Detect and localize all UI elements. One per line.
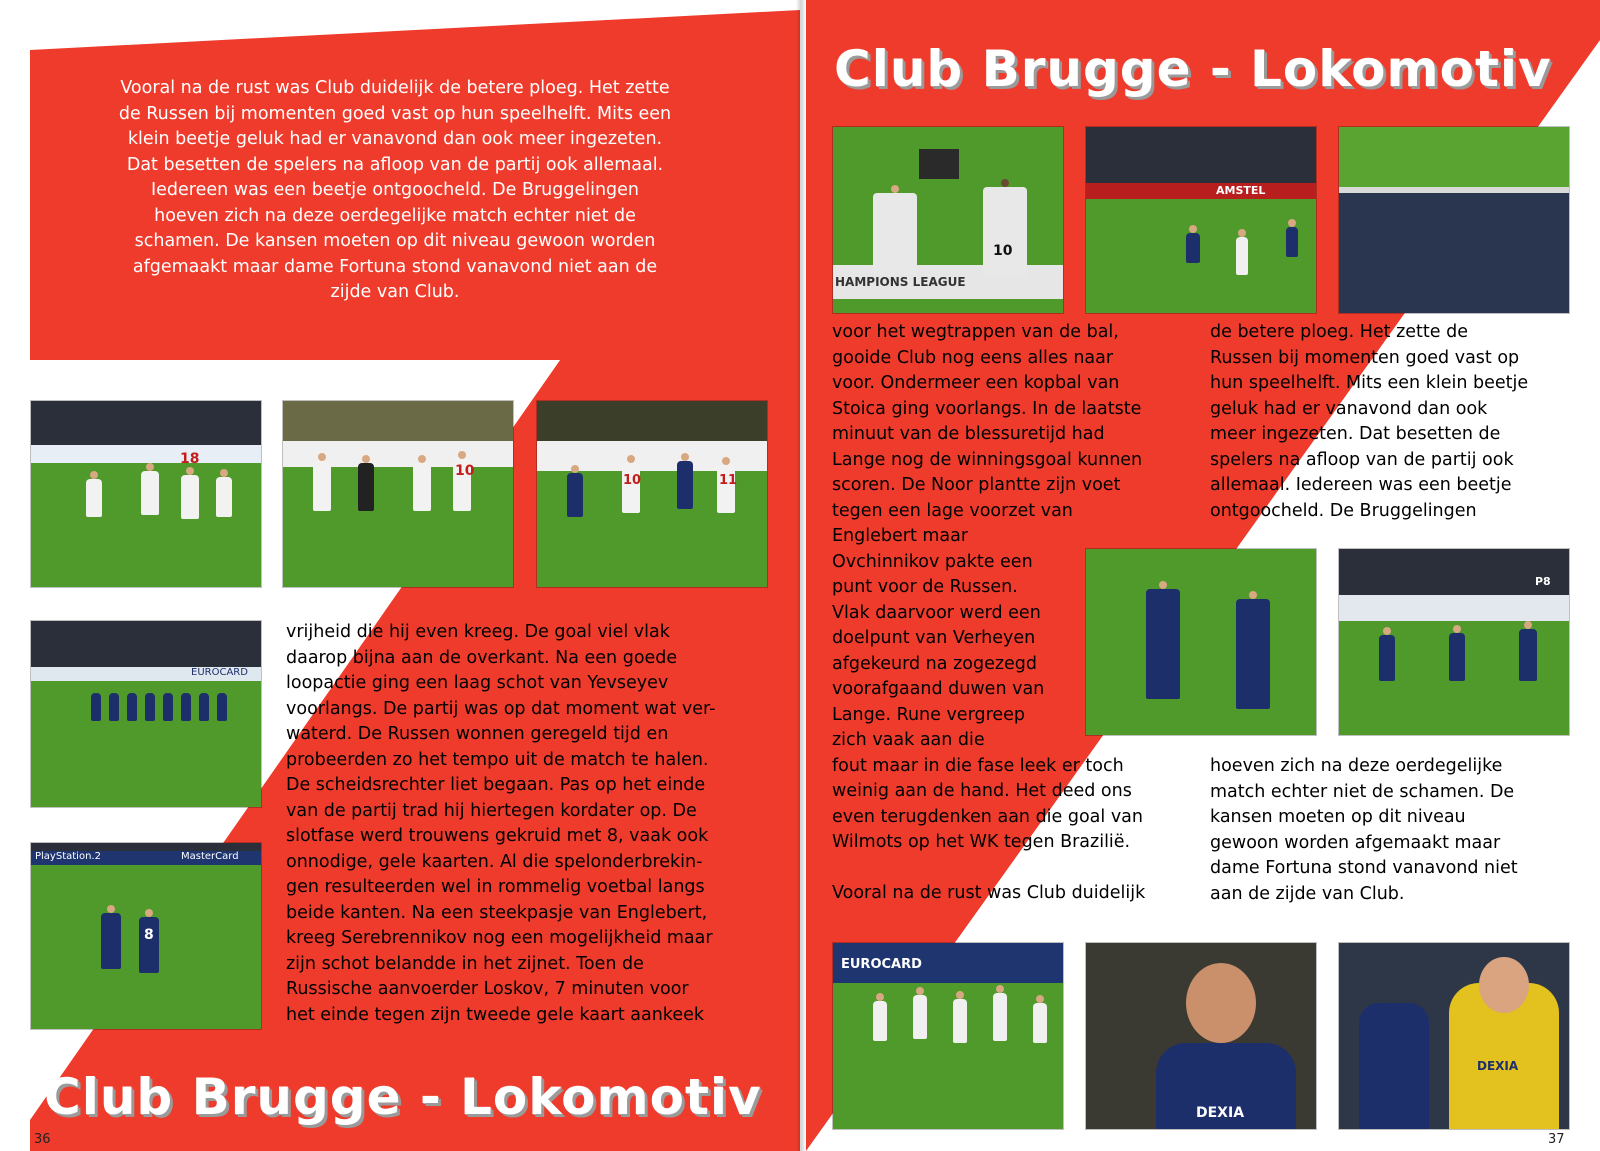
- intro-line: Dat besetten de spelers na afloop van de partij ook allemaal.: [126, 154, 664, 175]
- body-line: Lange nog de winningsgoal kunnen: [832, 449, 1143, 470]
- body-line: Wilmots op het WK tegen Brazilië.: [832, 832, 1131, 852]
- body-line: Lange. Rune vergreep: [832, 704, 1026, 725]
- body-line: dame Fortuna stond vanavond niet: [1210, 858, 1518, 878]
- photo-stadium-crowd: [1338, 126, 1570, 314]
- body-line: hun speelhelft. Mits een klein beetje: [1210, 373, 1529, 393]
- body-line: scoren. De Noor plantte zijn voet: [832, 475, 1121, 495]
- body-line: geluk had er vanavond dan ook: [1210, 398, 1488, 419]
- body-line: voor het wegtrappen van de bal,: [832, 322, 1119, 342]
- body-line: zijn schot belandde in het zijnet. Toen de: [286, 953, 644, 974]
- body-line: van de partij trad hij hiertegen kordater op. De: [286, 800, 697, 821]
- body-line: [832, 856, 1202, 882]
- perimeter-ad: EUROCARD: [191, 667, 248, 678]
- body-line: spelers na afloop van de partij ook: [1210, 449, 1514, 470]
- body-line: allemaal. Iedereen was een beetje: [1210, 475, 1512, 495]
- player-number-label: 8: [144, 927, 154, 943]
- body-line: zich vaak aan die: [832, 730, 985, 750]
- intro-line: Vooral na de rust was Club duidelijk de betere ploeg. Het zette: [120, 78, 670, 98]
- right-col2-top-text: [1210, 320, 1590, 524]
- body-line: weinig aan de hand. Het deed ons: [832, 781, 1132, 801]
- body-line: het einde tegen zijn tweede gele kaart aankeek: [286, 1004, 704, 1025]
- stadium-ad: AMSTEL: [1216, 184, 1266, 197]
- perimeter-ad: PlayStation.2: [35, 851, 101, 862]
- body-line: voorafgaand duwen van: [832, 679, 1045, 699]
- body-line: Vlak daarvoor werd een: [832, 602, 1041, 623]
- photo-referee-wall: [282, 400, 514, 588]
- intro-line: Iedereen was een beetje ontgoocheld. De Bruggelingen: [150, 180, 640, 200]
- player-number-label: 10: [455, 463, 475, 479]
- body-line: Englebert maar: [832, 526, 969, 546]
- photo-team-lineup: [30, 620, 262, 808]
- body-line: even terugdenken aan die goal van: [832, 806, 1144, 827]
- body-line: De scheidsrechter liet begaan. Pas op het einde: [286, 775, 706, 795]
- perimeter-ad: EUROCARD: [841, 957, 922, 972]
- body-line: onnodige, gele kaarten. Al die spelonderbrekin-: [286, 851, 703, 872]
- left-page-number: 36: [34, 1132, 51, 1147]
- body-line: slotfase werd trouwens gekruid met 8, vaak ook: [286, 826, 709, 846]
- body-line: punt voor de Russen.: [832, 577, 1018, 597]
- photo-tv-cameramen: [832, 126, 1064, 314]
- left-body-text: [286, 620, 776, 1028]
- left-intro-text: [30, 76, 760, 306]
- body-line: tegen een lage voorzet van: [832, 500, 1073, 521]
- photo-lokomotiv-players: [30, 400, 262, 588]
- body-line: Stoica ging voorlangs. In de laatste: [832, 398, 1142, 419]
- body-line: beide kanten. Na een steekpasje van Englebert,: [286, 902, 708, 923]
- player-number-label: 18: [180, 451, 200, 467]
- intro-line: klein beetje geluk had er vanavond dan ook meer ingezeten.: [127, 129, 663, 149]
- right-page-number: 37: [1548, 1132, 1565, 1147]
- body-line: hoeven zich na deze oerdegelijke: [1210, 756, 1503, 776]
- body-line: minuut van de blessuretijd had: [832, 424, 1105, 444]
- body-line: fout maar in die fase leek er toch: [832, 755, 1124, 776]
- sponsor-label: DEXIA: [1477, 1059, 1519, 1073]
- body-line: Russische aanvoerder Loskov, 7 minuten voor: [286, 979, 689, 999]
- camera-bib-number: 10: [993, 243, 1013, 259]
- intro-line: hoeven zich na deze oerdegelijke match echter niet de: [154, 205, 636, 226]
- photo-club-players-walk: [1338, 548, 1570, 736]
- photo-free-kick: [536, 400, 768, 588]
- perimeter-ad: MasterCard: [181, 851, 239, 862]
- body-line: Vooral na de rust was Club duidelijk: [832, 883, 1146, 903]
- body-line: probeerden zo het tempo uit de match te halen.: [286, 749, 709, 770]
- body-line: Ovchinnikov pakte een: [832, 551, 1033, 572]
- right-page-title: Club Brugge - Lokomotiv: [834, 40, 1552, 98]
- intro-line: zijde van Club.: [330, 282, 460, 302]
- body-line: vrijheid die hij even kreeg. De goal viel vlak: [286, 622, 670, 642]
- body-line: daarop bijna aan de overkant. Na een goede: [286, 647, 678, 668]
- body-line: gooide Club nog eens alles naar: [832, 347, 1114, 368]
- body-line: waterd. De Russen wonnen geregeld tijd en: [286, 724, 669, 744]
- body-line: ontgoocheld. De Bruggelingen: [1210, 500, 1477, 521]
- body-line: gen resulteerden wel in rommelig voetbal langs: [286, 877, 705, 897]
- player-number-label: 10: [623, 473, 642, 488]
- photo-lokomotiv-leave-pitch: [832, 942, 1064, 1130]
- body-line: afgekeurd na zogezegd: [832, 653, 1038, 674]
- sponsor-label: DEXIA: [1196, 1105, 1245, 1121]
- banner-text: HAMPIONS LEAGUE: [835, 275, 966, 289]
- photo-club-player-closeup: [1085, 942, 1317, 1130]
- photo-club-players-applaud: [1085, 548, 1317, 736]
- body-line: kansen moeten op dit niveau: [1210, 807, 1466, 827]
- player-number-label: 11: [719, 473, 738, 488]
- page-gutter: [796, 0, 806, 1151]
- body-line: match echter niet de schamen. De: [1210, 781, 1515, 802]
- body-line: doelpunt van Verheyen: [832, 628, 1036, 648]
- photo-club-player-8: [30, 842, 262, 1030]
- photo-goalkeeper-applaud: [1338, 942, 1570, 1130]
- body-line: voorlangs. De partij was op dat moment wat ver-: [286, 698, 716, 719]
- body-line: kreeg Serebrennikov nog een mogelijkheid maar: [286, 928, 713, 948]
- intro-line: afgemaakt maar dame Fortuna stond vanavond niet aan de: [132, 256, 658, 277]
- left-page-title: Club Brugge - Lokomotiv: [44, 1068, 762, 1126]
- photo-warmup: [1085, 126, 1317, 314]
- board-code: P8: [1535, 575, 1551, 588]
- intro-line: schamen. De kansen moeten op dit niveau gewoon worden: [134, 231, 656, 251]
- body-line: de betere ploeg. Het zette de: [1210, 322, 1468, 342]
- body-line: Russen bij momenten goed vast op: [1210, 347, 1520, 368]
- body-line: loopactie ging een laag schot van Yevseyev: [286, 673, 669, 693]
- body-line: gewoon worden afgemaakt maar: [1210, 832, 1501, 853]
- body-line: voor. Ondermeer een kopbal van: [832, 373, 1120, 393]
- body-line: meer ingezeten. Dat besetten de: [1210, 424, 1501, 444]
- intro-line: de Russen bij momenten goed vast op hun speelhelft. Mits een: [118, 103, 672, 124]
- body-line: aan de zijde van Club.: [1210, 883, 1405, 904]
- right-col2-bottom-text: [1210, 754, 1590, 907]
